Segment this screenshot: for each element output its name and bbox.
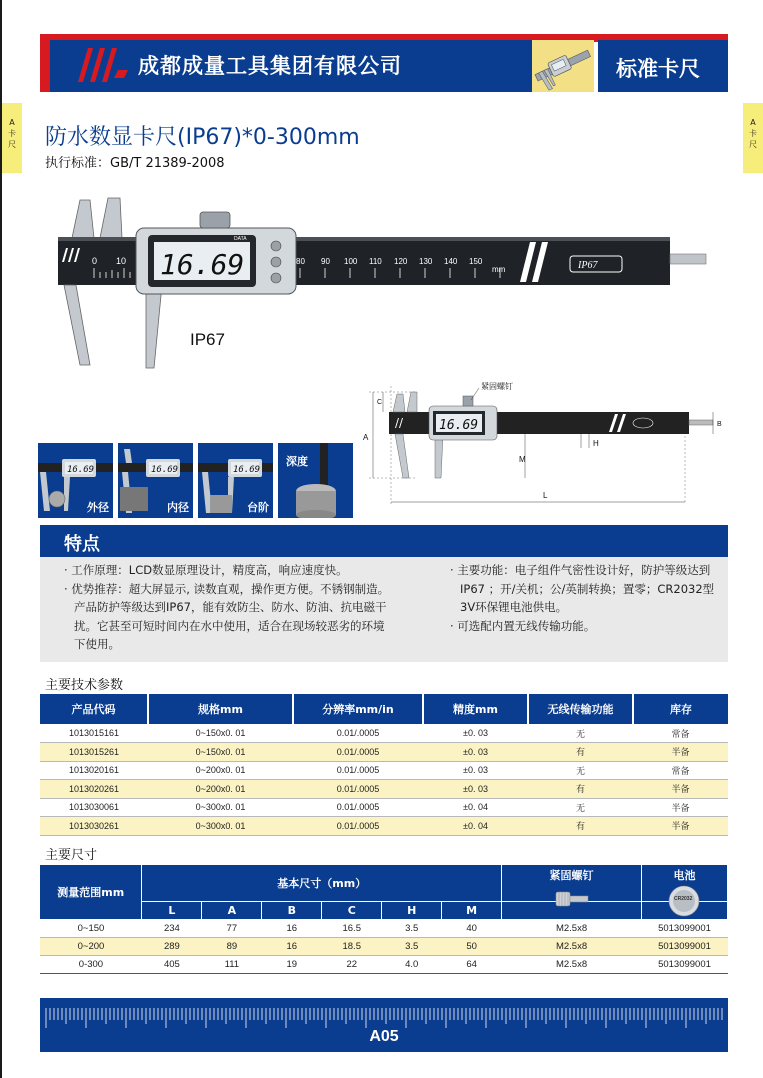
cell-screw: M2.5x8: [502, 937, 642, 955]
battery-icon-label: CR2032: [673, 895, 693, 902]
side-tab-right: [743, 103, 763, 173]
cell-stock: 常备: [633, 761, 728, 780]
screw-callout: 紧固螺钉: [481, 382, 513, 391]
features-title: 特点: [64, 534, 100, 555]
cell-range: 0-300: [40, 955, 142, 973]
cell-resolution: 0.01/.0005: [293, 780, 423, 799]
side-tab-left: [2, 103, 22, 173]
category-title: 标准卡尺: [616, 57, 700, 81]
cell-code: 1013030261: [40, 817, 148, 836]
spec-table-header-row: [40, 694, 728, 724]
battery-icon: [664, 884, 704, 918]
feature-working-principle: · 工作原理：LCD数显原理设计，精度高，响应速度快。: [64, 563, 348, 577]
col-header-spec: 规格mm: [148, 694, 293, 724]
cell-wireless: 有: [528, 743, 633, 762]
col-header-wireless: 无线传输功能: [528, 694, 633, 724]
dimension-table: [40, 865, 728, 974]
company-name: 成都成量工具集团有限公司: [138, 54, 402, 78]
screw-image-cell: [502, 901, 642, 919]
screw-icon: [552, 886, 592, 912]
cell-stock: 半备: [633, 780, 728, 799]
feature-main-functions: · 主要功能：电子组件气密性设计好，防护等级达到IP67 ；开/关机；公/英制转换；置零；CR2032型3V环保锂电池供电。: [450, 563, 715, 614]
dimension-diagram: [355, 378, 735, 518]
cell-a: 89: [202, 937, 262, 955]
table-row: [40, 743, 728, 762]
dim-letter-c: C: [377, 399, 383, 406]
col-header-screw: 紧固螺钉: [502, 865, 642, 901]
cell-spec: 0~300x0. 01: [148, 798, 293, 817]
scale-label-90: 90: [321, 257, 330, 266]
feature-wireless-option: · 可选配内置无线传输功能。: [450, 618, 596, 633]
side-tab-letter: A: [9, 118, 15, 127]
col-header-battery: 电池: [641, 865, 727, 901]
scale-label-140: 140: [444, 257, 458, 266]
cell-wireless: 有: [528, 780, 633, 799]
standard-reference: 执行标准：GB/T 21389-2008: [45, 156, 225, 171]
col-header-m: M: [442, 901, 502, 919]
cell-accuracy: ±0. 03: [423, 743, 528, 762]
cell-c: 18.5: [322, 937, 382, 955]
thumb-readout: 16.69: [67, 465, 95, 475]
scale-label-0: 0: [92, 256, 98, 266]
thumb-label-step: 台阶: [247, 501, 269, 514]
cell-m: 64: [442, 955, 502, 973]
diagram-lcd-readout: 16.69: [439, 418, 479, 433]
side-tab-line2: 尺: [8, 140, 16, 149]
col-header-a: A: [202, 901, 262, 919]
dim-letter-b: B: [717, 421, 722, 428]
cell-accuracy: ±0. 04: [423, 817, 528, 836]
col-header-b: B: [262, 901, 322, 919]
cell-accuracy: ±0. 03: [423, 724, 528, 743]
cell-resolution: 0.01/.0005: [293, 743, 423, 762]
dim-letter-a: A: [363, 433, 369, 442]
scale-unit: mm: [492, 265, 506, 274]
cell-battery: 5013099001: [641, 937, 727, 955]
footer-ruler-graphic: [44, 998, 724, 1028]
table-row: [40, 798, 728, 817]
cell-range: 0~150: [40, 919, 142, 937]
dim-letter-l: L: [543, 491, 548, 500]
beam-ip67-badge: IP67: [578, 260, 598, 271]
feature-advantages: · 优势推荐：超大屏显示, 读数直观，操作更方便。不锈钢制造。产品防护等级达到IP67，能有效防尘、防水、防油、抗电磁干扰。它甚至可短时间内在水中使用，适合在现场较恶劣的环境下使用。: [64, 581, 390, 651]
cell-spec: 0~300x0. 01: [148, 817, 293, 836]
cell-wireless: 无: [528, 761, 633, 780]
cell-c: 16.5: [322, 919, 382, 937]
ip67-caption: IP67: [190, 330, 225, 349]
header-caliper-photo: [532, 40, 594, 92]
company-logo-icon: [70, 48, 130, 82]
cell-range: 0~200: [40, 937, 142, 955]
cell-stock: 常备: [633, 724, 728, 743]
cell-screw: M2.5x8: [502, 955, 642, 973]
cell-a: 111: [202, 955, 262, 973]
side-tab-line1: 卡: [8, 129, 16, 138]
features-box: [40, 557, 728, 662]
side-tab-letter: A: [750, 118, 756, 127]
cell-spec: 0~150x0. 01: [148, 724, 293, 743]
cell-battery: 5013099001: [641, 919, 727, 937]
spec-table-label: 主要技术参数: [45, 678, 124, 693]
thumb-depth: [278, 443, 353, 518]
scale-label-100: 100: [344, 257, 358, 266]
cell-h: 4.0: [382, 955, 442, 973]
cell-stock: 半备: [633, 743, 728, 762]
cell-h: 3.5: [382, 919, 442, 937]
dim-table-subheader-row: [40, 901, 728, 919]
cell-resolution: 0.01/.0005: [293, 798, 423, 817]
table-row: [40, 937, 728, 955]
col-header-h: H: [382, 901, 442, 919]
cell-code: 1013015261: [40, 743, 148, 762]
scale-label-130: 130: [419, 257, 433, 266]
thumb-label-inner: 内径: [167, 501, 189, 514]
cell-code: 1013030061: [40, 798, 148, 817]
cell-spec: 0~200x0. 01: [148, 780, 293, 799]
cell-resolution: 0.01/.0005: [293, 724, 423, 743]
thumb-step: [198, 443, 273, 518]
thumb-outer-diameter: [38, 443, 113, 518]
cell-m: 40: [442, 919, 502, 937]
header-band: [40, 34, 728, 92]
col-header-stock: 库存: [633, 694, 728, 724]
cell-code: 1013020261: [40, 780, 148, 799]
table-row: [40, 919, 728, 937]
cell-b: 19: [262, 955, 322, 973]
caliper-illustration: [50, 190, 710, 375]
product-title: 防水数显卡尺(IP67)*0-300mm: [45, 125, 360, 150]
col-header-accuracy: 精度mm: [423, 694, 528, 724]
cell-battery: 5013099001: [641, 955, 727, 973]
features-left-column: [64, 561, 394, 654]
thumb-readout: 16.69: [233, 465, 261, 475]
battery-image-cell: [641, 895, 727, 919]
col-header-l: L: [142, 901, 202, 919]
thumb-readout: 16.69: [151, 465, 179, 475]
side-tab-line1: 卡: [749, 129, 757, 138]
cell-c: 22: [322, 955, 382, 973]
col-header-code: 产品代码: [40, 694, 148, 724]
dim-table-header-row: [40, 865, 728, 901]
cell-a: 77: [202, 919, 262, 937]
features-right-column: [450, 561, 720, 635]
cell-wireless: 无: [528, 724, 633, 743]
scale-label-80: 80: [296, 257, 305, 266]
cell-l: 289: [142, 937, 202, 955]
dim-letter-h: H: [593, 439, 599, 448]
header-red-edge: [40, 34, 50, 92]
scale-label-120: 120: [394, 257, 408, 266]
thumb-inner-diameter: [118, 443, 193, 518]
col-header-c: C: [322, 901, 382, 919]
col-header-range: 测量范围mm: [40, 865, 142, 919]
table-row: [40, 955, 728, 973]
cell-spec: 0~150x0. 01: [148, 743, 293, 762]
table-row: [40, 780, 728, 799]
cell-h: 3.5: [382, 937, 442, 955]
cell-accuracy: ±0. 03: [423, 761, 528, 780]
thumb-label-depth: 深度: [286, 455, 308, 468]
features-header: [40, 525, 728, 557]
cell-resolution: 0.01/.0005: [293, 761, 423, 780]
cell-b: 16: [262, 937, 322, 955]
header-category-panel: [598, 40, 728, 92]
col-header-resolution: 分辨率mm/in: [293, 694, 423, 724]
cell-b: 16: [262, 919, 322, 937]
table-row: [40, 817, 728, 836]
col-header-basic-dims: 基本尺寸（mm）: [142, 865, 502, 901]
data-button-label: DATA: [234, 236, 247, 242]
dim-table-label: 主要尺寸: [45, 848, 98, 863]
cell-screw: M2.5x8: [502, 919, 642, 937]
scale-label-110: 110: [369, 257, 382, 266]
cell-accuracy: ±0. 04: [423, 798, 528, 817]
spec-table: [40, 694, 728, 836]
cell-wireless: 无: [528, 798, 633, 817]
table-row: [40, 724, 728, 743]
cell-accuracy: ±0. 03: [423, 780, 528, 799]
thumb-label-outer: 外径: [87, 501, 109, 514]
cell-stock: 半备: [633, 817, 728, 836]
side-tab-line2: 尺: [749, 140, 757, 149]
scale-label-10: 10: [116, 256, 127, 266]
cell-code: 1013015161: [40, 724, 148, 743]
cell-m: 50: [442, 937, 502, 955]
dim-letter-m: M: [519, 455, 526, 464]
scale-label-150: 150: [469, 257, 483, 266]
cell-wireless: 有: [528, 817, 633, 836]
footer-band: [40, 998, 728, 1052]
cell-stock: 半备: [633, 798, 728, 817]
table-row: [40, 761, 728, 780]
cell-code: 1013020161: [40, 761, 148, 780]
page-number: A05: [369, 1028, 399, 1045]
lcd-readout: 16.69: [160, 248, 245, 281]
cell-resolution: 0.01/.0005: [293, 817, 423, 836]
cell-l: 405: [142, 955, 202, 973]
cell-l: 234: [142, 919, 202, 937]
cell-spec: 0~200x0. 01: [148, 761, 293, 780]
